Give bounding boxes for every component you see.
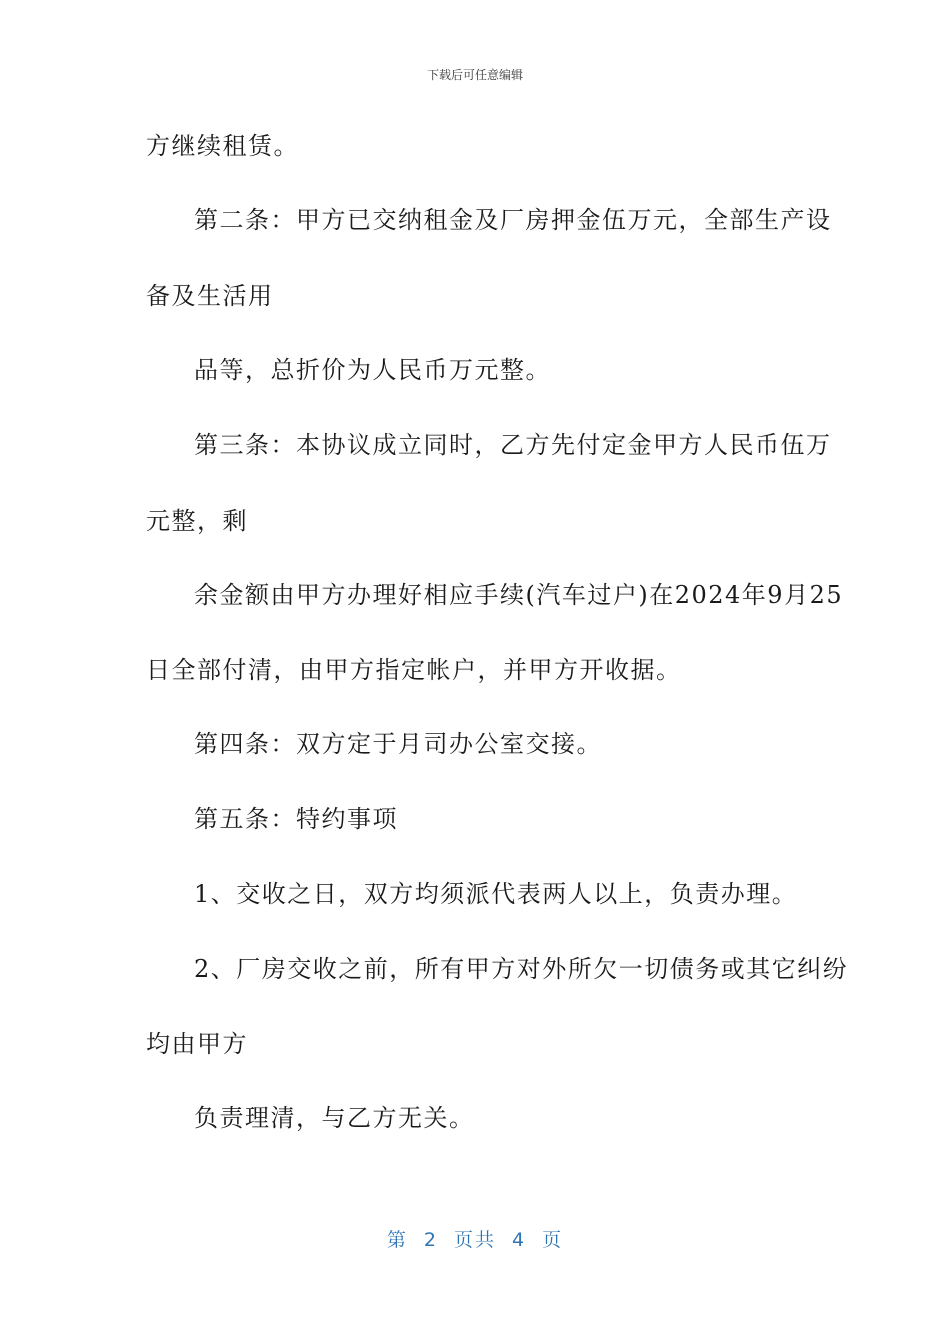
text-line-3: 备及生活用 bbox=[146, 282, 274, 310]
text-line-4: 品等，总折价为人民币万元整。 bbox=[194, 356, 551, 384]
page-number: 第 2 页共 4 页 bbox=[386, 1229, 564, 1251]
text-line-12: 2、厂房交收之前，所有甲方对外所欠一切债务或其它纠纷 bbox=[194, 955, 849, 983]
text-line-6: 元整，剩 bbox=[146, 507, 248, 535]
text-line-5: 第三条：本协议成立同时，乙方先付定金甲方人民币伍万 bbox=[194, 431, 832, 459]
text-line-13: 均由甲方 bbox=[146, 1030, 248, 1058]
text-line-14: 负责理清，与乙方无关。 bbox=[194, 1104, 475, 1132]
text-line-11: 1、交收之日，双方均须派代表两人以上，负责办理。 bbox=[194, 880, 798, 908]
text-line-7: 余金额由甲方办理好相应手续(汽车过户)在2024年9月25 bbox=[194, 581, 844, 609]
text-line-10: 第五条：特约事项 bbox=[194, 805, 398, 833]
text-line-8: 日全部付清，由甲方指定帐户，并甲方开收据。 bbox=[146, 656, 682, 684]
text-line-2: 第二条：甲方已交纳租金及厂房押金伍万元，全部生产设 bbox=[194, 206, 832, 234]
header-note: 下载后可任意编辑 bbox=[426, 68, 523, 82]
text-line-9: 第四条：双方定于月司办公室交接。 bbox=[194, 730, 602, 758]
text-line-1: 方继续租赁。 bbox=[146, 132, 299, 160]
